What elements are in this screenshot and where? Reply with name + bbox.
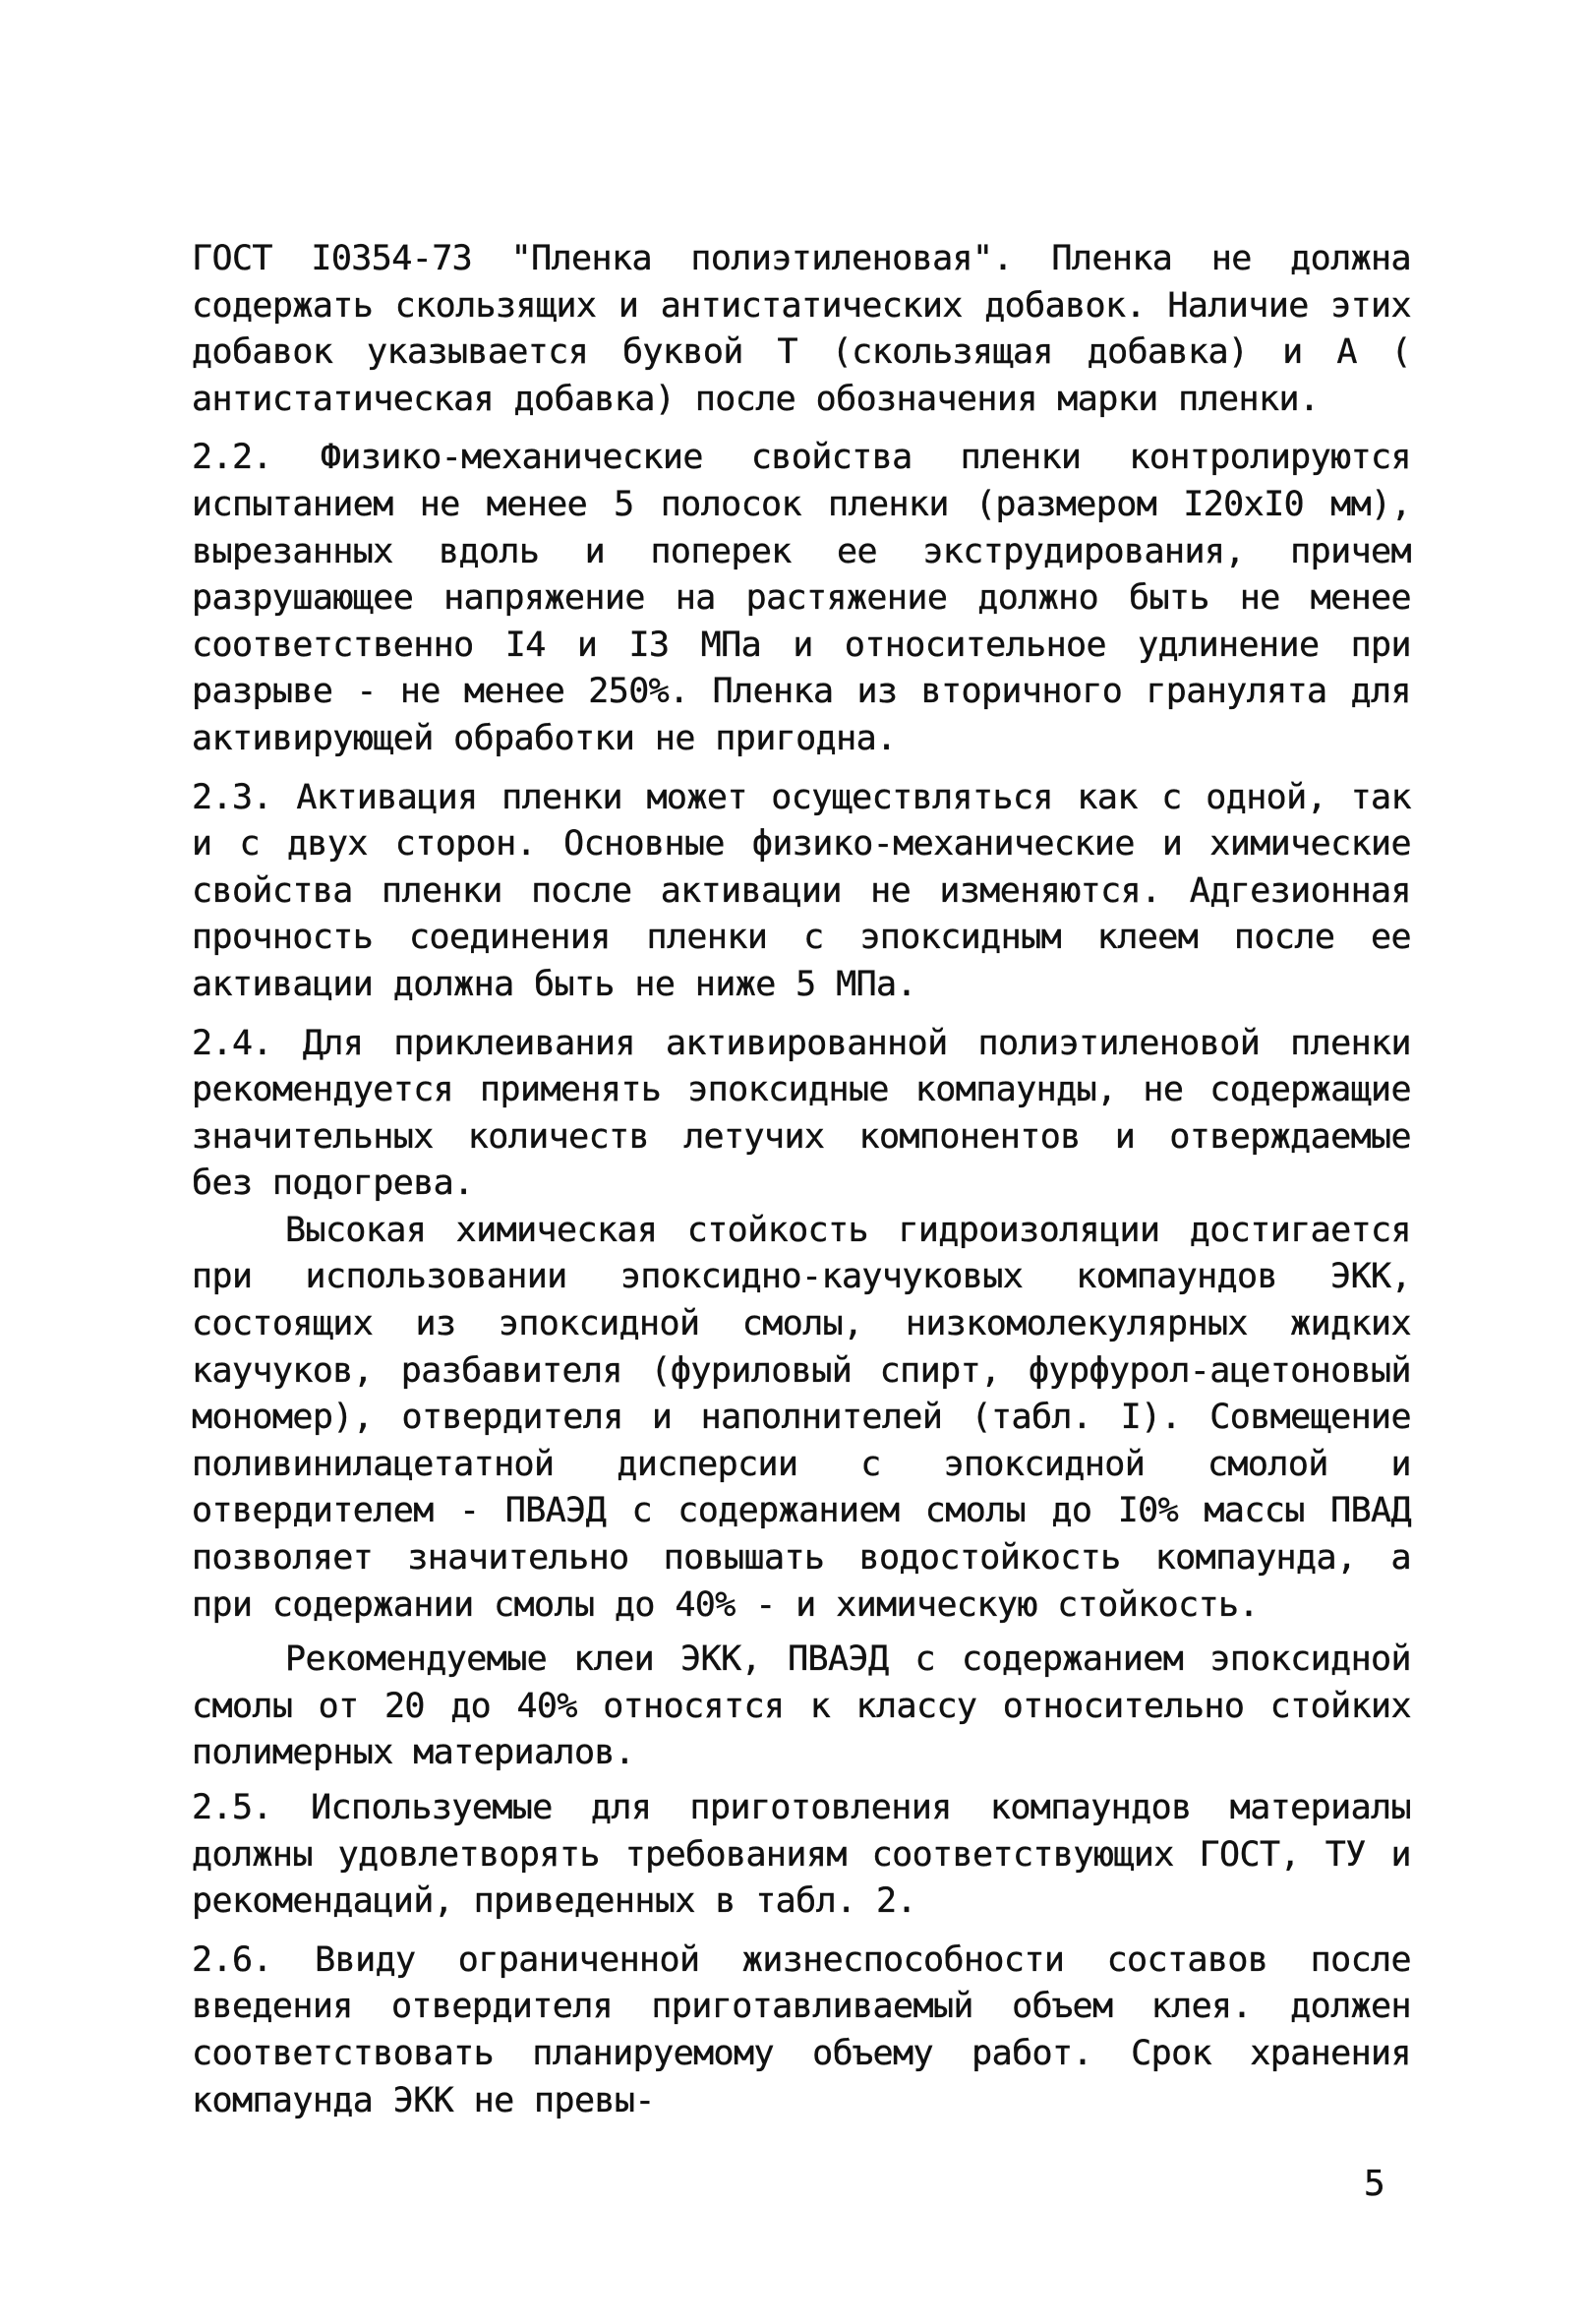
page-body bbox=[192, 236, 1411, 2136]
paragraph-2-2: 2.2. Физико-механические свойства пленки контролируются испытанием не менее 5 полосок пленки (размером I20xI0 мм), вырезанных вдоль и поперек ее экструдирования, причем разрушающее напряжение на растяжение должно быть не менее соответственно I4 и I3 МПа и относительное удлинение при разрыве - не менее 250%. Пленка из вторичного гранулята для активирующей обработки не пригодна. bbox=[192, 438, 1411, 758]
paragraph-2-3: 2.3. Активация пленки может осуществляться как с одной, так и с двух сторон. Основные физико-механические и химические свойства пленки после активации не изменяются. Адгезионная прочность соединения пленки с эпоксидным клеем после ее активации должна быть не ниже 5 МПа. bbox=[192, 777, 1411, 1004]
paragraph-chemical-resistance: Высокая химическая стойкость гидроизоляции достигается при использовании эпоксидно-каучуковых компаундов ЭКК, состоящих из эпоксидной смолы, низкомолекулярных жидких каучуков, разбавителя (фуриловый спирт, фурфурол-ацетоновый мономер), отвердителя и наполнителей (табл. I). Совмещение поливинилацетатной дисперсии с эпоксидной смолой и отвердителем - ПВАЭД с содержанием смолы до I0% массы ПВАД позволяет значительно повышать водостойкость компаунда, а при содержании смолы до 40% - и химическую стойкость. bbox=[192, 1210, 1411, 1625]
paragraph-2-6: 2.6. Ввиду ограниченной жизнеспособности составов после введения отвердителя приготавливаемый объем клея. должен соответствовать планируемому объему работ. Срок хранения компаунда ЭКК не превы- bbox=[192, 1939, 1411, 2120]
paragraph-2-5: 2.5. Используемые для приготовления компаундов материалы должны удовлетворять требованиям соответствующих ГОСТ, ТУ и рекомендаций, приведенных в табл. 2. bbox=[192, 1788, 1411, 1922]
paragraph-recommended-adhesives: Рекомендуемые клеи ЭКК, ПВАЭД с содержанием эпоксидной смолы от 20 до 40% относятся к классу относительно стойких полимерных материалов. bbox=[192, 1639, 1411, 1773]
paragraph-gost-film: ГОСТ I0354-73 "Пленка полиэтиленовая". Пленка не должна содержать скользящих и антистатических добавок. Наличие этих добавок указывается буквой Т (скользящая добавка) и А ( антистатическая добавка) после обозначения марки пленки. bbox=[192, 239, 1411, 419]
page-number: 5 bbox=[1364, 2164, 1385, 2204]
paragraph-2-4: 2.4. Для приклеивания активированной полиэтиленовой пленки рекомендуется применять эпоксидные компаунды, не содержащие значительных количеств летучих компонентов и отверждаемые без подогрева. bbox=[192, 1023, 1411, 1204]
